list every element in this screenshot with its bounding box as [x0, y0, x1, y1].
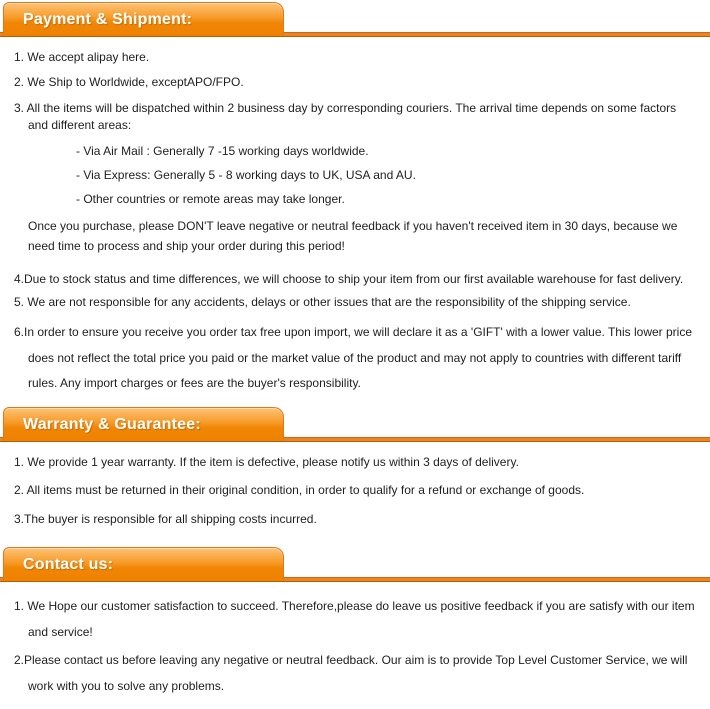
policy-item: 2. We Ship to Worldwide, exceptAPO/FPO.	[14, 75, 244, 90]
policy-item: 1. We provide 1 year warranty. If the item is defective, please notify us within 3 days of delivery.	[14, 455, 519, 470]
section-payment-shipment	[0, 2, 710, 407]
warranty-header-tab	[3, 407, 284, 441]
policy-subitem: - Via Express: Generally 5 - 8 working days to UK, USA and AU.	[76, 167, 416, 182]
contact-section-title: Contact us:	[23, 555, 114, 573]
warranty-section-body	[0, 442, 710, 547]
section-contact-us	[0, 547, 710, 709]
policy-item: 3.The buyer is responsible for all shipping costs incurred.	[14, 511, 317, 526]
warranty-section-title: Warranty & Guarantee:	[23, 415, 201, 433]
policy-subitem: - Via Air Mail : Generally 7 -15 working days worldwide.	[76, 143, 369, 158]
payment-section-body	[0, 37, 710, 407]
policy-item: 1. We Hope our customer satisfaction to succeed. Therefore,please do leave us positive feedback if you are satisfy with our item and service!	[14, 599, 695, 640]
policy-item: 4.Due to stock status and time differences, we will choose to ship your item from our first available warehouse for fast delivery.	[14, 271, 684, 286]
contact-section-header	[0, 547, 710, 582]
policy-subitem: - Other countries or remote areas may take longer.	[76, 192, 345, 207]
policy-item: 2. All items must be returned in their original condition, in order to qualify for a refund or exchange of goods.	[14, 483, 585, 498]
policy-item: 6.In order to ensure you receive you order tax free upon import, we will declare it as a 'GIFT' with a lower value. This lower price does not reflect the total price you paid or the market value of the product and may not apply to countries with different tariff rules. Any import charges or fees are the buyer's responsibility.	[14, 324, 692, 391]
policy-item: 5. We are not responsible for any accidents, delays or other issues that are the responsibility of the shipping service.	[14, 295, 631, 310]
warranty-section-header	[0, 407, 710, 442]
policy-note: Once you purchase, please DON'T leave negative or neutral feedback if you haven't received item in 30 days, because we need time to process and ship your order during this period!	[28, 218, 678, 254]
payment-section-header	[0, 2, 710, 37]
payment-section-title: Payment & Shipment:	[23, 10, 193, 28]
policy-item: 1. We accept alipay here.	[14, 50, 150, 64]
policy-item: 3. All the items will be dispatched within 2 business day by corresponding couriers. The arrival time depends on some factors and different areas:	[14, 100, 677, 133]
payment-header-tab	[3, 2, 284, 36]
section-warranty-guarantee	[0, 407, 710, 547]
contact-header-tab	[3, 547, 284, 581]
policy-item: 2.Please contact us before leaving any negative or neutral feedback. Our aim is to provide Top Level Customer Service, we will work with you to solve any problems.	[14, 652, 688, 693]
